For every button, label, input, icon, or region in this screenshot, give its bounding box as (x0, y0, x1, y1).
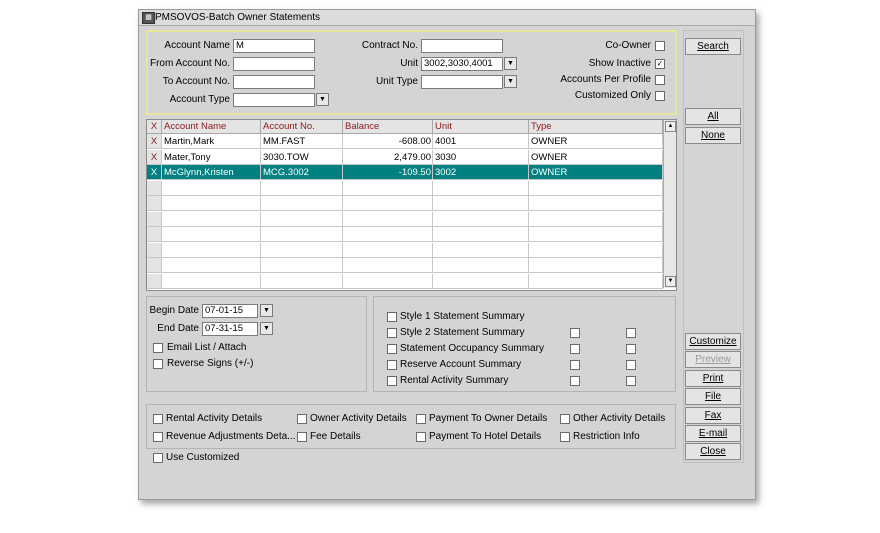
summary-label: Statement Occupancy Summary (400, 343, 544, 354)
balance-cell[interactable] (343, 243, 433, 258)
all-button[interactable]: All (685, 108, 741, 125)
grid-scrollbar[interactable] (663, 120, 676, 288)
detail-checkbox[interactable] (416, 414, 426, 424)
column-header-type[interactable]: Type (529, 120, 663, 134)
detail-label: Payment To Owner Details (429, 413, 548, 424)
summary-checkbox[interactable] (387, 376, 397, 386)
show-inactive-label: Show Inactive (588, 58, 651, 69)
use-customized-checkbox[interactable] (153, 453, 163, 463)
summary-option-checkbox[interactable] (626, 328, 636, 338)
account-name-cell[interactable] (162, 181, 261, 196)
type-cell[interactable]: OWNER (529, 150, 663, 165)
balance-cell[interactable]: 2,479.00 (343, 150, 433, 165)
account-name-cell[interactable]: Martin,Mark (162, 134, 261, 149)
summary-option-checkbox[interactable] (626, 376, 636, 386)
begin-date-picker-icon[interactable]: ▼ (260, 304, 273, 317)
row-select-cell[interactable] (147, 258, 162, 273)
account-no-cell[interactable] (261, 212, 343, 227)
balance-cell[interactable] (343, 196, 433, 211)
begin-date-label: Begin Date (149, 305, 199, 316)
summary-panel (373, 296, 676, 392)
detail-checkbox[interactable] (560, 432, 570, 442)
preview-button[interactable]: Preview (685, 351, 741, 368)
summary-option-checkbox[interactable] (570, 344, 580, 354)
summary-label: Reserve Account Summary (400, 359, 522, 370)
detail-label: Payment To Hotel Details (429, 431, 542, 442)
account-no-cell[interactable] (261, 227, 343, 242)
none-button[interactable]: None (685, 127, 741, 144)
fax-button[interactable]: Fax (685, 407, 741, 424)
co-owner-label: Co-Owner (605, 40, 651, 51)
account-no-cell[interactable]: 3030.TOW (261, 150, 343, 165)
summary-checkbox[interactable] (387, 360, 397, 370)
to-account-label: To Account No. (162, 76, 230, 87)
unit-cell[interactable] (433, 227, 529, 242)
account-name-cell[interactable]: Mater,Tony (162, 150, 261, 165)
search-button[interactable]: Search (685, 38, 741, 55)
from-account-label: From Account No. (149, 58, 230, 69)
detail-label: Revenue Adjustments Deta... (166, 431, 296, 442)
customized-only-checkbox[interactable] (655, 91, 665, 101)
account-type-dropdown-icon[interactable]: ▼ (316, 93, 329, 106)
contract-label: Contract No. (361, 40, 418, 51)
row-select-cell[interactable]: X (147, 150, 162, 165)
column-header-balance[interactable]: Balance (343, 120, 433, 134)
summary-option-checkbox[interactable] (570, 376, 580, 386)
begin-date-field[interactable]: 07-01-15 (202, 304, 258, 318)
type-cell[interactable] (529, 274, 663, 289)
unit-type-dropdown-icon[interactable]: ▼ (504, 75, 517, 88)
row-select-cell[interactable] (147, 212, 162, 227)
type-cell[interactable] (529, 258, 663, 273)
end-date-field[interactable]: 07-31-15 (202, 322, 258, 336)
unit-cell[interactable] (433, 212, 529, 227)
close-button[interactable]: Close (685, 443, 741, 460)
type-cell[interactable]: OWNER (529, 134, 663, 149)
balance-cell[interactable] (343, 212, 433, 227)
print-button[interactable]: Print (685, 370, 741, 387)
account-name-cell[interactable]: McGlynn,Kristen (162, 165, 261, 180)
balance-cell[interactable] (343, 181, 433, 196)
account-type-field[interactable] (233, 93, 315, 107)
summary-checkbox[interactable] (387, 328, 397, 338)
row-select-cell[interactable] (147, 227, 162, 242)
column-header-account-name[interactable]: Account Name (162, 120, 261, 134)
batch-owner-statements-window (138, 9, 756, 500)
unit-cell[interactable] (433, 258, 529, 273)
summary-label: Rental Activity Summary (400, 375, 509, 386)
detail-checkbox[interactable] (416, 432, 426, 442)
unit-field[interactable]: 3002,3030,4001 (421, 57, 503, 71)
accounts-per-profile-checkbox[interactable] (655, 75, 665, 85)
account-type-label: Account Type (169, 94, 230, 105)
account-name-cell[interactable] (162, 212, 261, 227)
from-account-field[interactable] (233, 57, 315, 71)
detail-checkbox[interactable] (153, 432, 163, 442)
balance-cell[interactable]: -608.00 (343, 134, 433, 149)
type-cell[interactable]: OWNER (529, 165, 663, 180)
account-name-label: Account Name (164, 40, 230, 51)
show-inactive-checkbox[interactable]: ✓ (656, 59, 664, 68)
unit-cell[interactable]: 3030 (433, 150, 529, 165)
email-button[interactable]: E-mail (685, 425, 741, 442)
summary-checkbox[interactable] (387, 344, 397, 354)
detail-label: Rental Activity Details (166, 413, 263, 424)
unit-dropdown-icon[interactable]: ▼ (504, 57, 517, 70)
detail-checkbox[interactable] (297, 432, 307, 442)
account-no-cell[interactable] (261, 196, 343, 211)
end-date-label: End Date (157, 323, 199, 334)
scroll-down-icon[interactable]: ▼ (665, 276, 676, 287)
co-owner-checkbox[interactable] (655, 41, 665, 51)
customize-button[interactable]: Customize (685, 333, 741, 350)
unit-cell[interactable]: 4001 (433, 134, 529, 149)
unit-type-field[interactable] (421, 75, 503, 89)
details-panel (146, 404, 676, 449)
scroll-up-icon[interactable]: ▲ (665, 121, 676, 132)
type-cell[interactable] (529, 181, 663, 196)
unit-cell[interactable] (433, 181, 529, 196)
reverse-signs-label: Reverse Signs (+/-) (167, 358, 254, 369)
file-button[interactable]: File (685, 388, 741, 405)
summary-option-checkbox[interactable] (626, 360, 636, 370)
summary-option-checkbox[interactable] (626, 344, 636, 354)
account-no-cell[interactable] (261, 274, 343, 289)
end-date-picker-icon[interactable]: ▼ (260, 322, 273, 335)
account-no-cell[interactable] (261, 181, 343, 196)
summary-label: Style 2 Statement Summary (400, 327, 525, 338)
balance-cell[interactable]: -109.50 (343, 165, 433, 180)
account-name-cell[interactable] (162, 227, 261, 242)
account-no-cell[interactable]: MM.FAST (261, 134, 343, 149)
detail-label: Fee Details (310, 431, 361, 442)
row-select-cell[interactable] (147, 196, 162, 211)
summary-checkbox[interactable] (387, 312, 397, 322)
summary-option-checkbox[interactable] (570, 328, 580, 338)
row-select-cell[interactable] (147, 243, 162, 258)
account-name-field[interactable]: M (233, 39, 315, 53)
account-name-cell[interactable] (162, 274, 261, 289)
detail-label: Restriction Info (573, 431, 640, 442)
row-select-cell[interactable]: X (147, 134, 162, 149)
unit-type-label: Unit Type (375, 76, 418, 87)
detail-checkbox[interactable] (297, 414, 307, 424)
account-no-cell[interactable]: MCG.3002 (261, 165, 343, 180)
to-account-field[interactable] (233, 75, 315, 89)
reverse-signs-checkbox[interactable] (153, 359, 163, 369)
account-no-cell[interactable] (261, 243, 343, 258)
detail-checkbox[interactable] (153, 414, 163, 424)
balance-cell[interactable] (343, 258, 433, 273)
title-bar (139, 10, 755, 26)
contract-field[interactable] (421, 39, 503, 53)
row-select-cell[interactable]: X (147, 165, 162, 180)
summary-label: Style 1 Statement Summary (400, 311, 525, 322)
customized-only-label: Customized Only (574, 90, 651, 101)
app-icon: ▦ (142, 12, 155, 24)
dates-panel (146, 296, 367, 392)
account-no-cell[interactable] (261, 258, 343, 273)
accounts-grid (146, 119, 677, 291)
unit-cell[interactable]: 3002 (433, 165, 529, 180)
row-select-cell[interactable] (147, 181, 162, 196)
detail-checkbox[interactable] (560, 414, 570, 424)
unit-cell[interactable] (433, 274, 529, 289)
account-name-cell[interactable] (162, 258, 261, 273)
use-customized-label: Use Customized (166, 452, 240, 463)
type-cell[interactable] (529, 243, 663, 258)
type-cell[interactable] (529, 196, 663, 211)
column-header-select[interactable]: X (147, 120, 162, 134)
balance-cell[interactable] (343, 274, 433, 289)
account-name-cell[interactable] (162, 196, 261, 211)
email-list-label: Email List / Attach (167, 342, 247, 353)
detail-label: Other Activity Details (573, 413, 666, 424)
row-select-cell[interactable] (147, 274, 162, 289)
window-title: PMSOVOS-Batch Owner Statements (155, 12, 321, 23)
account-name-cell[interactable] (162, 243, 261, 258)
balance-cell[interactable] (343, 227, 433, 242)
column-header-account-no[interactable]: Account No. (261, 120, 343, 134)
column-header-unit[interactable]: Unit (433, 120, 529, 134)
email-list-checkbox[interactable] (153, 343, 163, 353)
detail-label: Owner Activity Details (310, 413, 407, 424)
unit-cell[interactable] (433, 243, 529, 258)
type-cell[interactable] (529, 212, 663, 227)
unit-cell[interactable] (433, 196, 529, 211)
accounts-per-profile-label: Accounts Per Profile (560, 74, 651, 85)
summary-option-checkbox[interactable] (570, 360, 580, 370)
type-cell[interactable] (529, 227, 663, 242)
search-criteria-panel (146, 30, 677, 115)
unit-label: Unit (400, 58, 418, 69)
